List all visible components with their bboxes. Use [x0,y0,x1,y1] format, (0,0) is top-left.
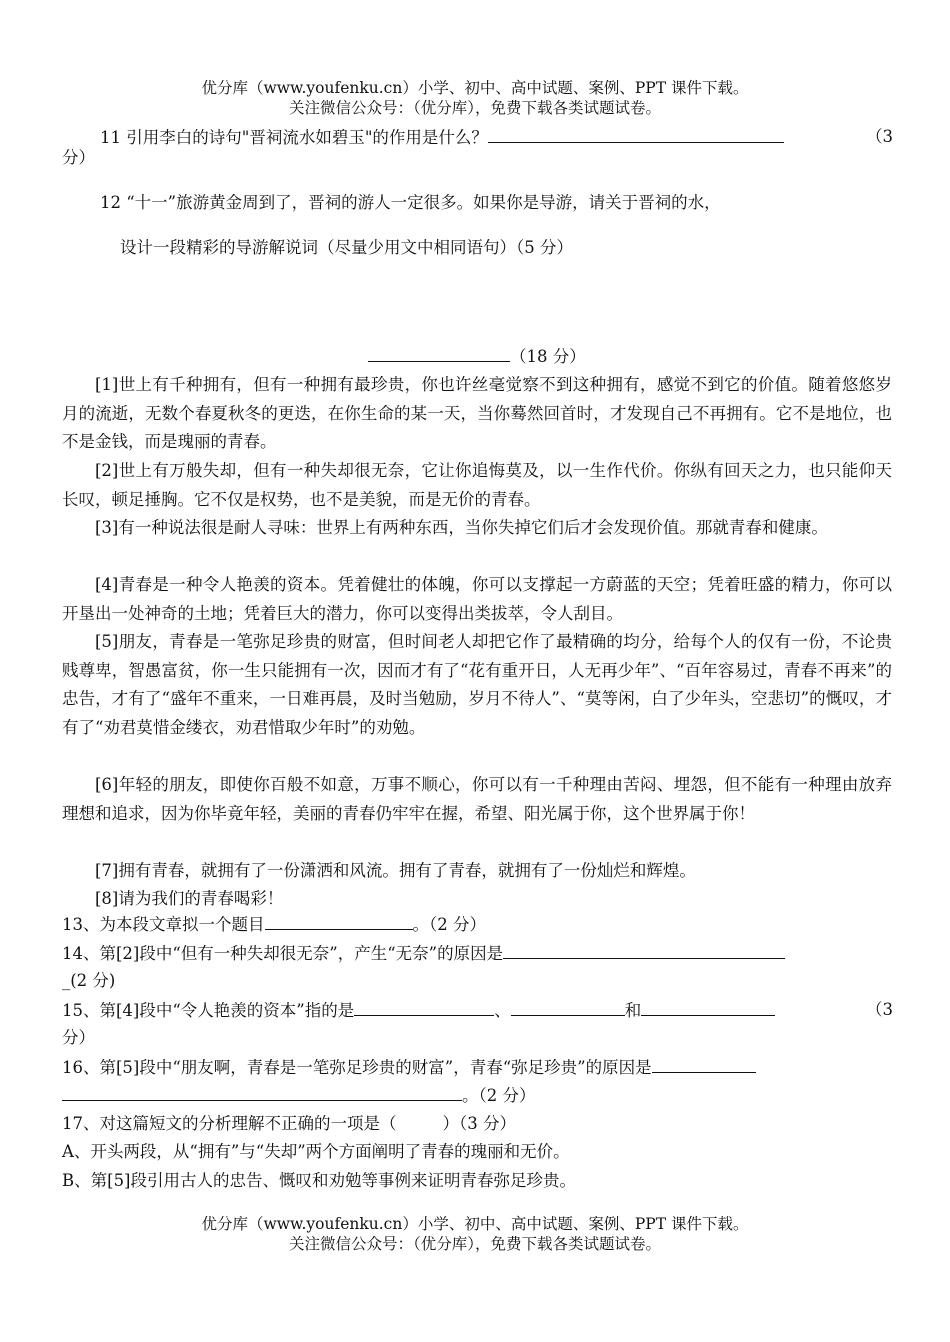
question-16 [62,1056,890,1079]
question-13-score: 。（2 分） [412,915,486,934]
question-17 [62,1113,890,1135]
answer-blank-16b[interactable] [62,1084,462,1101]
title-blank[interactable] [368,345,510,362]
question-16-cont [62,1084,890,1107]
question-11-score-b: 分） [62,148,95,167]
answer-blank-15c[interactable] [641,999,775,1016]
question-14 [62,942,890,965]
answer-blank-15b[interactable] [511,999,625,1016]
question-11-score-a: （3 [866,127,893,146]
paragraph-3: [3]有一种说法很是耐人寻味：世界上有两种东西，当你失掉它们后才会发现价值。那就青春和健康。 [95,518,828,537]
section-title [368,345,890,368]
question-15 [62,999,890,1022]
answer-blank-15a[interactable] [354,999,494,1016]
question-13-text: 13、为本段文章拟一个题目 [62,915,265,934]
footer-line-1: 优分库（www.youfenku.cn）小学、初中、高中试题、案例、PPT 课件下载。 [201,1215,749,1233]
answer-blank-14[interactable] [503,942,785,959]
paragraph-5: [5]朋友，青春是一笔弥足珍贵的财富，但时间老人却把它作了最精确的均分，给每个人的仅有一份，不论贵贱尊卑，智愚富贫，你一生只能拥有一次，因而才有了“花有重开日，人无再少年”、“百年容易过，青春不再来”的忠告，才有了“盛年不重来，一日难再晨，及时当勉励，岁月不待人”、“莫等闲，白了少年头，空悲切”的慨叹，才有了“劝君莫惜金缕衣，劝君惜取少年时”的劝勉。 [62,632,892,737]
question-13 [62,913,890,936]
paragraph-7: [7]拥有青春，就拥有了一份潇洒和风流。拥有了青春，就拥有了一份灿烂和辉煌。 [95,861,696,880]
answer-blank-13[interactable] [265,913,413,930]
paragraph-6: [6]年轻的朋友，即使你百般不如意，万事不顺心，你可以有一千种理由苦闷、埋怨，但不能有一种理由放弃理想和追求，因为你毕竟年轻，美丽的青春仍牢牢在握，希望、阳光属于你，这个世界属于你！ [62,775,892,823]
question-17-score: ）（3 分） [442,1114,516,1133]
question-11-text: 11 引用李白的诗句"晋祠流水如碧玉"的作用是什么？ [100,128,488,147]
question-14-score: _(2 分) [62,971,116,990]
question-15-score-a: （3 [866,1000,893,1019]
question-15-sep1: 、 [494,1001,511,1020]
question-11 [100,126,890,149]
section-score: （18 分） [510,347,586,366]
header-line-2: 关注微信公众号：（优分库），免费下载各类试题试卷。 [288,99,661,117]
paragraph-8: [8]请为我们的青春喝彩！ [95,889,284,908]
question-14-text: 14、第[2]段中“但有一种失却很无奈”，产生“无奈”的原因是 [62,944,504,963]
footer-line-2: 关注微信公众号：（优分库），免费下载各类试题试卷。 [288,1235,661,1253]
question-12-line-1: 12 “十一”旅游黄金周到了，晋祠的游人一定很多。如果你是导游，请关于晋祠的水， [100,193,721,212]
paragraph-1: [1]世上有千种拥有，但有一种拥有最珍贵，你也许丝毫觉察不到这种拥有，感觉不到它的价值。随着悠悠岁月的流逝，无数个春夏秋冬的更迭，在你生命的某一天，当你蓦然回首时，才发现自己不再拥有。它不是地位，也不是金钱，而是瑰丽的青春。 [62,375,892,452]
answer-blank-11[interactable] [488,126,784,143]
question-15-sep2: 和 [624,1001,642,1020]
question-15-score-b: 分） [62,1028,95,1047]
option-b: B、第[5]段引用古人的忠告、慨叹和劝勉等事例来证明青春弥足珍贵。 [62,1171,576,1190]
question-17-text: 17、对这篇短文的分析理解不正确的一项是（ [62,1114,397,1133]
answer-blank-16a[interactable] [652,1056,756,1073]
option-a: A、开头两段，从“拥有”与“失却”两个方面阐明了青春的瑰丽和无价。 [62,1142,570,1161]
question-16-text: 16、第[5]段中“朋友啊，青春是一笔弥足珍贵的财富”，青春“弥足珍贵”的原因是 [62,1058,652,1077]
header-line-1: 优分库（www.youfenku.cn）小学、初中、高中试题、案例、PPT 课件下载。 [201,79,749,97]
question-16-score: 。（2 分） [462,1086,536,1105]
paragraph-4: [4]青春是一种令人艳羡的资本。凭着健壮的体魄，你可以支撑起一方蔚蓝的天空；凭着旺盛的精力，你可以开垦出一处神奇的土地；凭着巨大的潜力，你可以变得出类拔萃，令人刮目。 [62,575,892,623]
paragraph-2: [2]世上有万般失却，但有一种失却很无奈，它让你追悔莫及，以一生作代价。你纵有回天之力，也只能仰天长叹，顿足捶胸。它不仅是权势，也不是美貌，而是无价的青春。 [62,461,892,509]
question-15-text: 15、第[4]段中“令人艳羡的资本”指的是 [62,1001,355,1020]
question-12-line-2: 设计一段精彩的导游解说词（尽量少用文中相同语句）（5 分） [120,238,573,257]
